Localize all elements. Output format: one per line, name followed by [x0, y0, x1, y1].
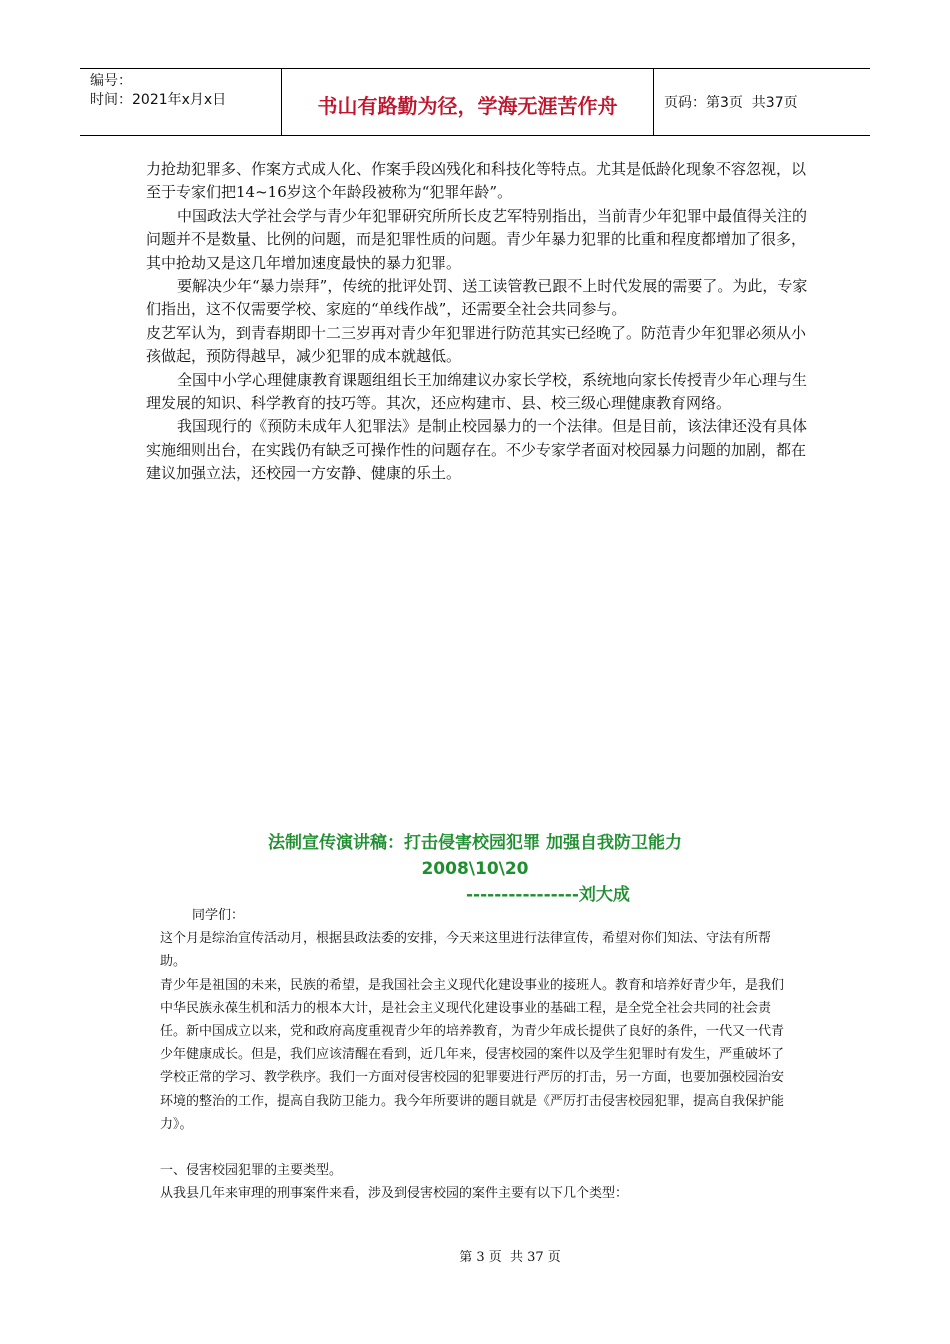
section-intro: 从我县几年来审理的刑事案件来看，涉及到侵害校园的案件主要有以下几个类型：	[160, 1186, 629, 1202]
paragraph: 这个月是综治宣传活动月，根据县政法委的安排，今天来这里进行法律宣传，希望对你们知法、守法有所帮助。	[160, 931, 772, 970]
spacer	[160, 1136, 795, 1159]
article-continuation	[146, 158, 818, 486]
paragraph: 中国政法大学社会学与青少年犯罪研究所所长皮艺军特别指出，当前青少年犯罪中最值得关注的问题并不是数量、比例的问题，而是犯罪性质的问题。青少年暴力犯罪的比重和程度都增加了很多，其中抢劫又是这几年增加速度最快的暴力犯罪。	[146, 206, 808, 272]
header-meta	[80, 69, 282, 135]
header-page-info	[654, 69, 870, 135]
paragraph: 要解决少年“暴力崇拜”，传统的批评处罚、送工读管教已跟不上时代发展的需要了。为此，专家们指出，这不仅需要学校、家庭的“单线作战”，还需要全社会共同参与。	[146, 277, 808, 319]
time-label: 时间：2021年x月x日	[90, 92, 227, 108]
page-info-text: 页码：第3页 共37页	[664, 95, 798, 111]
header-motto: 书山有路勤为径，学海无涯苦作舟	[282, 69, 654, 135]
greeting: 同学们：	[192, 908, 245, 923]
number-label: 编号：	[90, 73, 132, 89]
speech-title-block	[160, 830, 790, 882]
paragraph: 全国中小学心理健康教育课题组组长王加绵建议办家长学校，系统地向家长传授青少年心理与生理发展的知识、科学教育的技巧等。其次，还应构建市、县、校三级心理健康教育网络。	[146, 370, 808, 413]
section-heading: 一、侵害校园犯罪的主要类型。	[160, 1163, 343, 1179]
page-footer: 第 3 页 共 37 页	[459, 1250, 561, 1265]
paragraph: 力抢劫犯罪多、作案方式成人化、作案手段凶残化和科技化等特点。尤其是低龄化现象不容忽视，以至于专家们把14~16岁这个年龄段被称为“犯罪年龄”。	[146, 160, 807, 202]
speech-author: ----------------刘大成	[466, 885, 630, 905]
paragraph: 我国现行的《预防未成年人犯罪法》是制止校园暴力的一个法律。但是目前，该法律还没有具体实施细则出台，在实践仍有缺乏可操作性的问题存在。不少专家学者面对校园暴力问题的加剧，都在建议加强立法，还校园一方安静、健康的乐土。	[146, 417, 808, 483]
speech-body	[160, 904, 795, 1205]
paragraph: 皮艺军认为，到青春期即十二三岁再对青少年犯罪进行防范其实已经晚了。防范青少年犯罪必须从小孩做起，预防得越早，减少犯罪的成本就越低。	[146, 323, 807, 366]
speech-date: 2008\10\20	[421, 859, 529, 879]
speech-title: 法制宣传演讲稿：打击侵害校园犯罪 加强自我防卫能力	[268, 833, 682, 853]
page-header	[80, 68, 870, 136]
paragraph: 青少年是祖国的未来，民族的希望，是我国社会主义现代化建设事业的接班人。教育和培养好青少年，是我们中华民族永葆生机和活力的根本大计，是社会主义现代化建设事业的基础工程，是全党全社会共同的社会责任。新中国成立以来，党和政府高度重视青少年的培养教育，为青少年成长提供了良好的条件，一代又一代青少年健康成长。但是，我们应该清醒在看到，近几年来，侵害校园的案件以及学生犯罪时有发生，严重破坏了学校正常的学习、教学秩序。我们一方面对侵害校园的犯罪要进行严厉的打击，另一方面，也要加强校园治安环境的整治的工作，提高自我防卫能力。我今年所要讲的题目就是《严厉打击侵害校园犯罪，提高自我保护能力》。	[160, 977, 785, 1132]
